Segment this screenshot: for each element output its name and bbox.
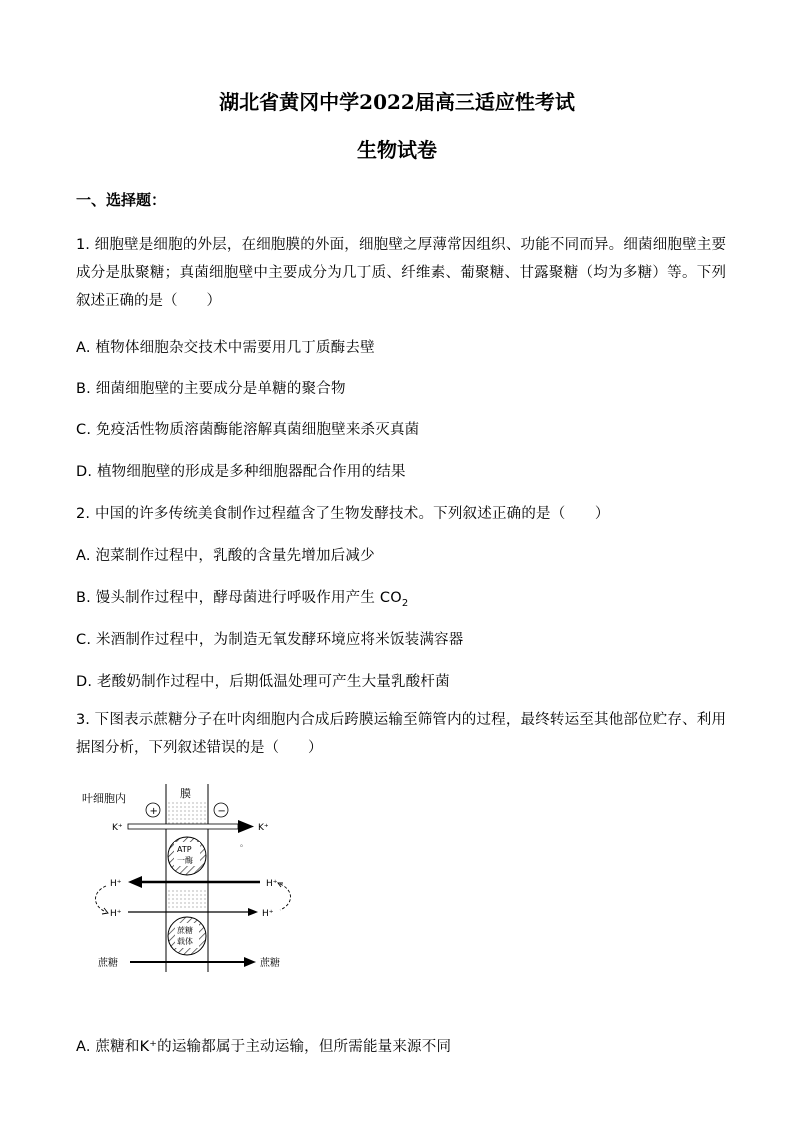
question-1-stem: 1. 细胞壁是细胞的外层，在细胞膜的外面，细胞壁之厚薄常因组织、功能不同而异。细菌细胞壁主要成分是肽聚糖；真菌细胞壁中主要成分为几丁质、纤维素、葡聚糖、甘露聚糖（均为多糖）等。下列叙述正确的是（ ） [76,237,726,309]
inside-label: 叶细胞内 [82,792,126,805]
membrane-dotted-area [166,802,208,826]
question-2-option-d: D. 老酸奶制作过程中，后期低温处理可产生大量乳酸杆菌 [76,674,450,690]
k-arrow-head [238,820,254,833]
h-ion-right-top: H⁺ [266,879,278,889]
left-curve-arrow-head [102,908,108,914]
question-2-option-c: C. 米酒制作过程中，为制造无氧发酵环境应将米饭装满容器 [76,632,464,648]
question-2-option-b-text: B. 馒头制作过程中，酵母菌进行呼吸作用产生 CO [76,590,402,606]
k-ion-left: K⁺ [112,823,123,833]
carrier-line1: 蔗糖 [177,926,193,935]
atp-enzyme-line1: ATP [177,845,192,854]
sucrose-arrow-head [244,957,256,967]
question-1-option-c: C. 免疫活性物质溶菌酶能溶解真菌细胞壁来杀灭真菌 [76,422,420,438]
question-3-option-a: A. 蔗糖和K⁺的运输都属于主动运输，但所需能量来源不同 [76,1039,452,1055]
sucrose-right: 蔗糖 [260,958,280,969]
h-ion-left-bottom: H⁺ [110,909,122,919]
section-heading: 一、选择题： [76,191,167,209]
question-1-option-a: A. 植物体细胞杂交技术中需要用几丁质酶去壁 [76,340,375,356]
h-ion-left-top: H⁺ [110,879,122,889]
question-3-stem: 3. 下图表示蔗糖分子在叶肉细胞内合成后跨膜运输至筛管内的过程，最终转运至其他部位贮存、利用据图分析，下列叙述错误的是（ ） [76,712,726,756]
question-2-option-b [76,586,408,609]
h-ion-right-bottom: H⁺ [262,909,274,919]
question-1-option-d: D. 植物细胞壁的形成是多种细胞器配合作用的结果 [76,464,406,480]
h-in-arrow-head [248,908,258,916]
transport-diagram [80,782,310,982]
carrier-line2: 载体 [177,937,193,946]
atp-enzyme-line2: 一酶 [177,856,193,865]
sucrose-left: 蔗糖 [98,958,118,969]
question-2-option-a: A. 泡菜制作过程中，乳酸的含量先增加后减少 [76,548,375,564]
minus-sign: − [217,806,226,817]
exam-subtitle: 生物试卷 [357,138,437,162]
question-1-option-b: B. 细菌细胞壁的主要成分是单糖的聚合物 [76,381,346,397]
dot-mark: 。 [240,839,248,848]
membrane-label: 膜 [180,787,191,800]
question-2-stem: 2. 中国的许多传统美食制作过程蕴含了生物发酵技术。下列叙述正确的是（ ） [76,506,610,522]
k-channel-bar [128,824,238,829]
membrane-dotted-area-2 [166,890,208,908]
right-curve-arrow [280,884,291,910]
plus-sign: + [149,806,158,817]
k-ion-right: K⁺ [258,823,269,833]
h-out-arrow-head [128,876,142,888]
co2-subscript: 2 [401,597,409,609]
exam-title: 湖北省黄冈中学2022届高三适应性考试 [219,90,575,114]
